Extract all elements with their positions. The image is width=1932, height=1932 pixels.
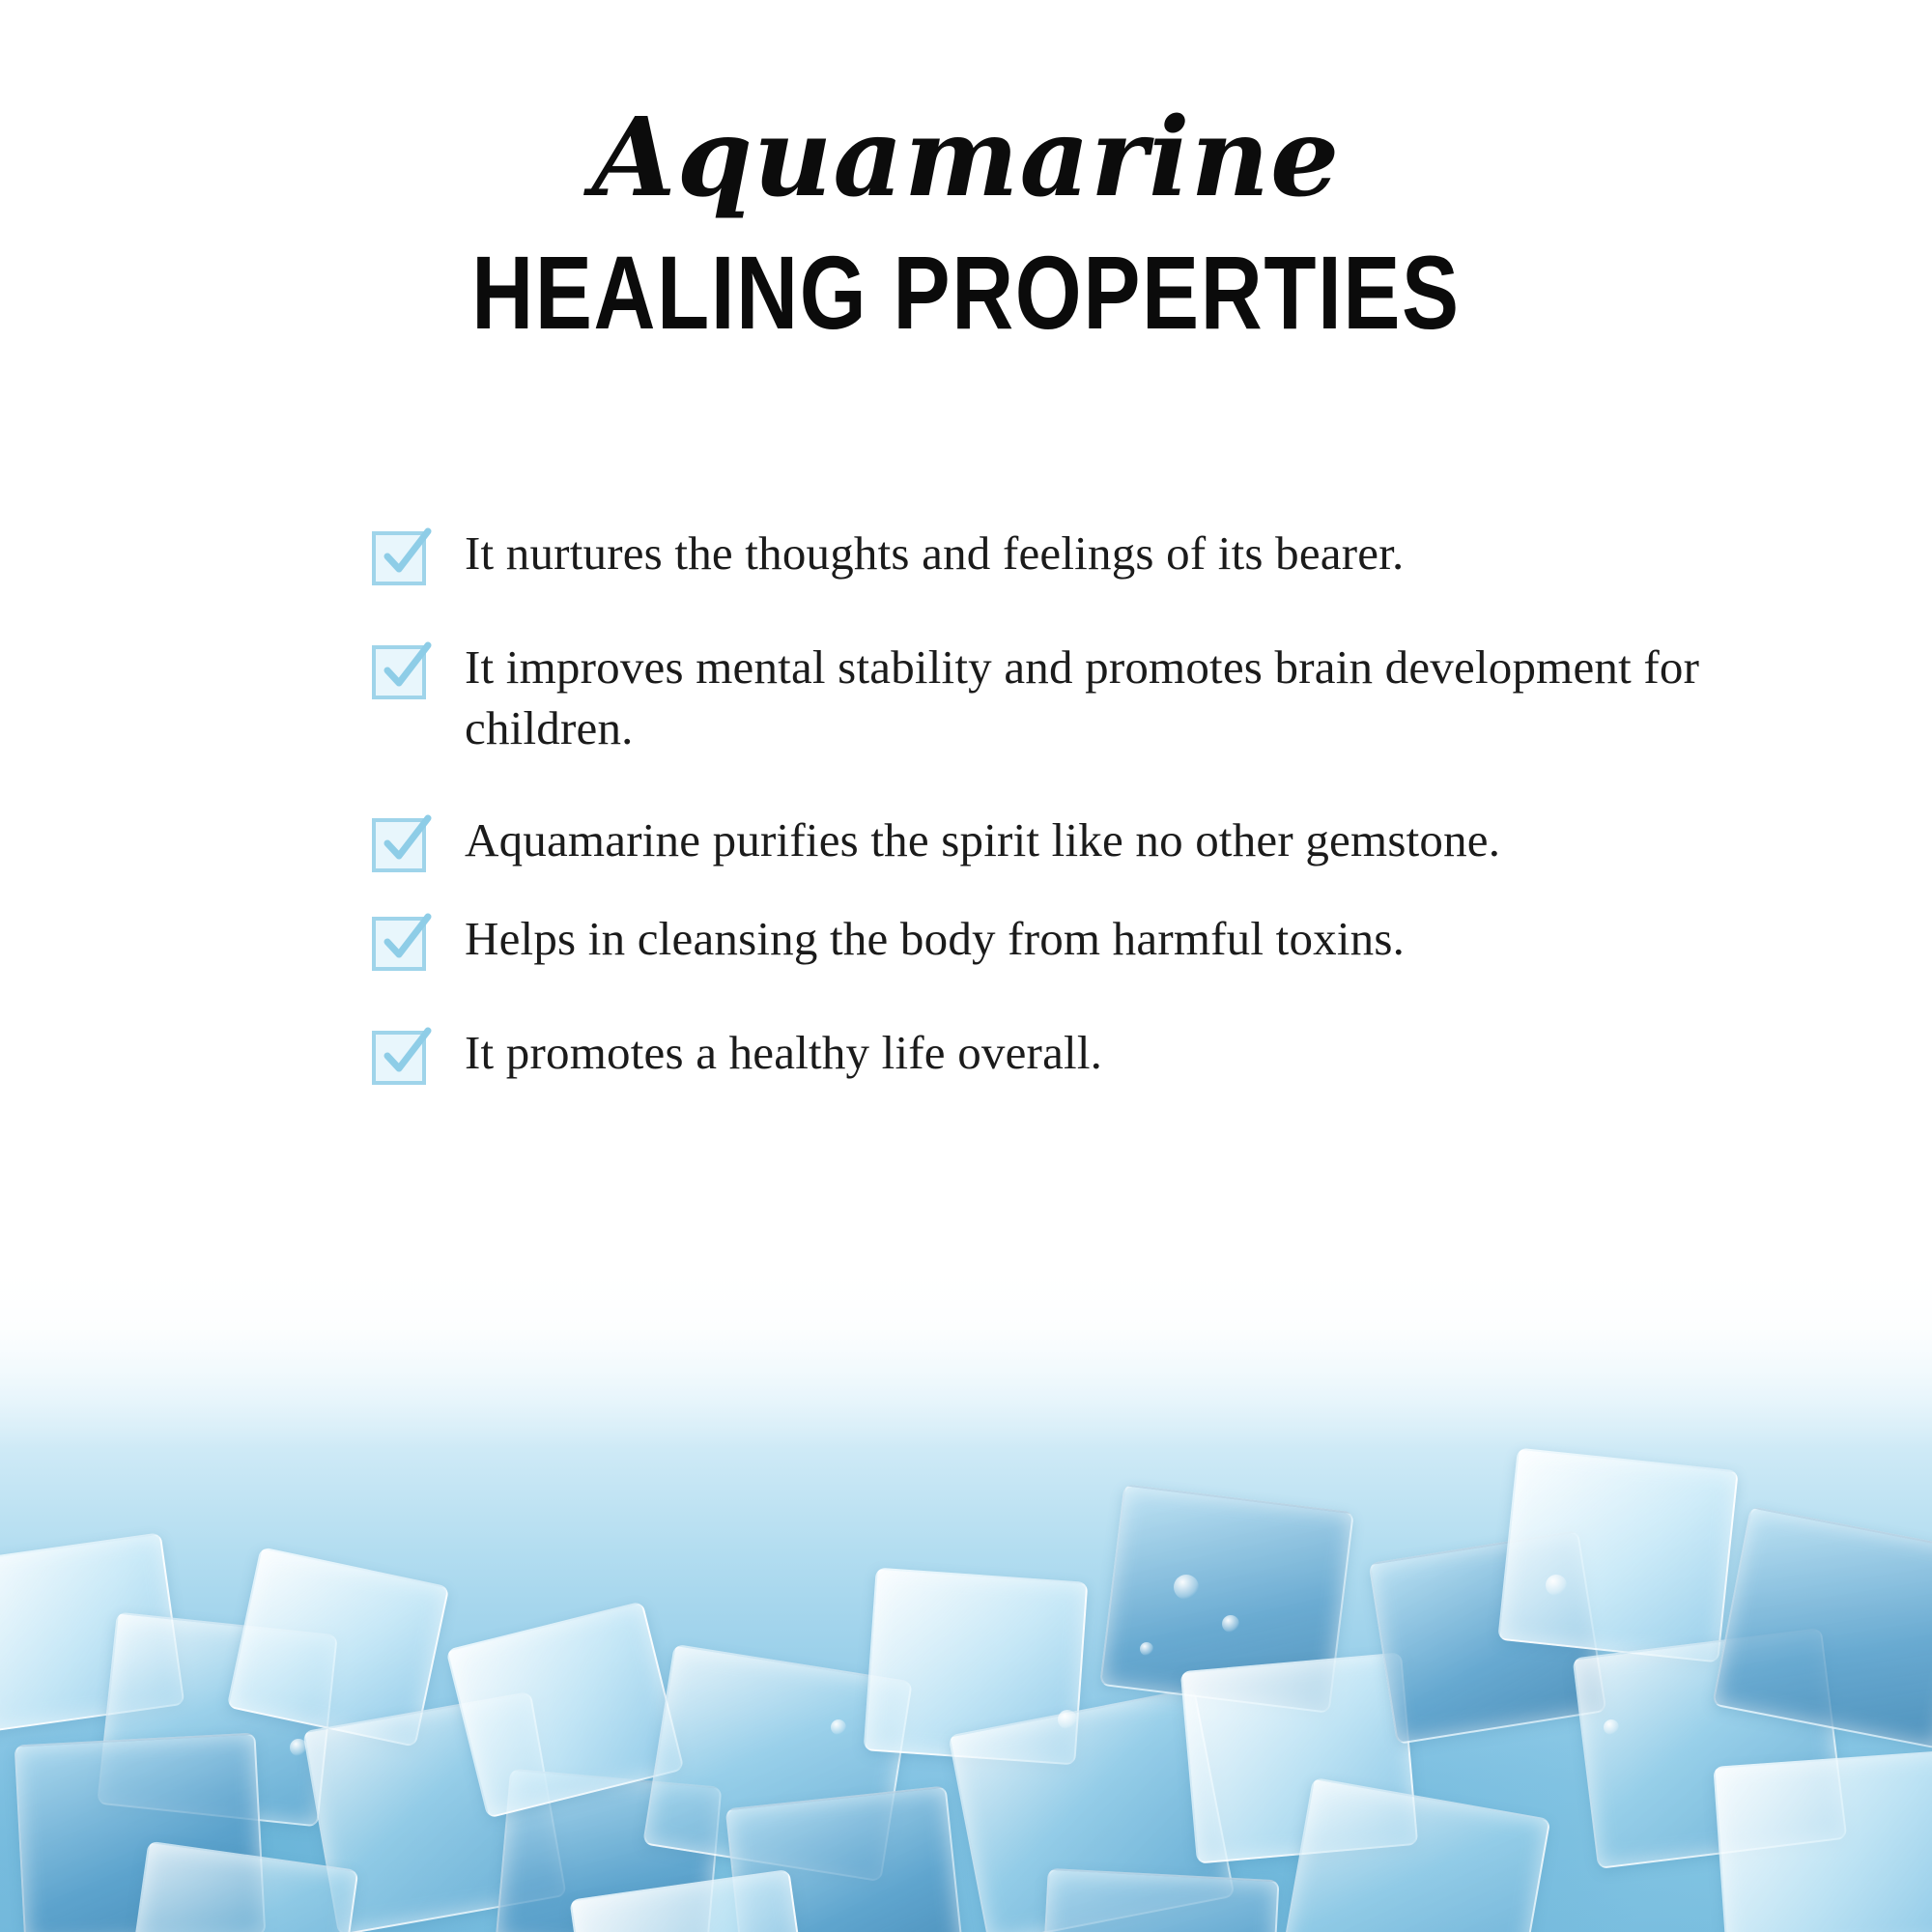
checkbox-checked-icon	[372, 1031, 426, 1085]
checkbox-checked-icon	[372, 531, 426, 585]
list-item-text: It improves mental stability and promotes brain development for children.	[465, 640, 1700, 754]
ice-top-fade	[0, 1256, 1932, 1449]
list-item-text: Aquamarine purifies the spirit like no other gemstone.	[465, 813, 1501, 867]
page-title-main: HEALING PROPERTIES	[471, 233, 1461, 351]
list-item	[372, 1021, 1821, 1085]
list-item-text: Helps in cleansing the body from harmful toxins.	[465, 912, 1406, 966]
list-item	[372, 522, 1821, 585]
checkbox-checked-icon	[372, 818, 426, 872]
page-title-script: Aquamarine	[591, 95, 1341, 221]
ice-cubes-photo	[0, 1256, 1932, 1932]
list-item	[372, 636, 1821, 758]
title-block	[0, 95, 1932, 351]
checkbox-checked-icon	[372, 645, 426, 699]
list-item	[372, 907, 1821, 971]
list-item-text: It promotes a healthy life overall.	[465, 1026, 1103, 1080]
list-item-text: It nurtures the thoughts and feelings of its bearer.	[465, 526, 1405, 580]
checkbox-checked-icon	[372, 917, 426, 971]
list-item	[372, 809, 1821, 872]
healing-properties-list	[372, 522, 1821, 1135]
